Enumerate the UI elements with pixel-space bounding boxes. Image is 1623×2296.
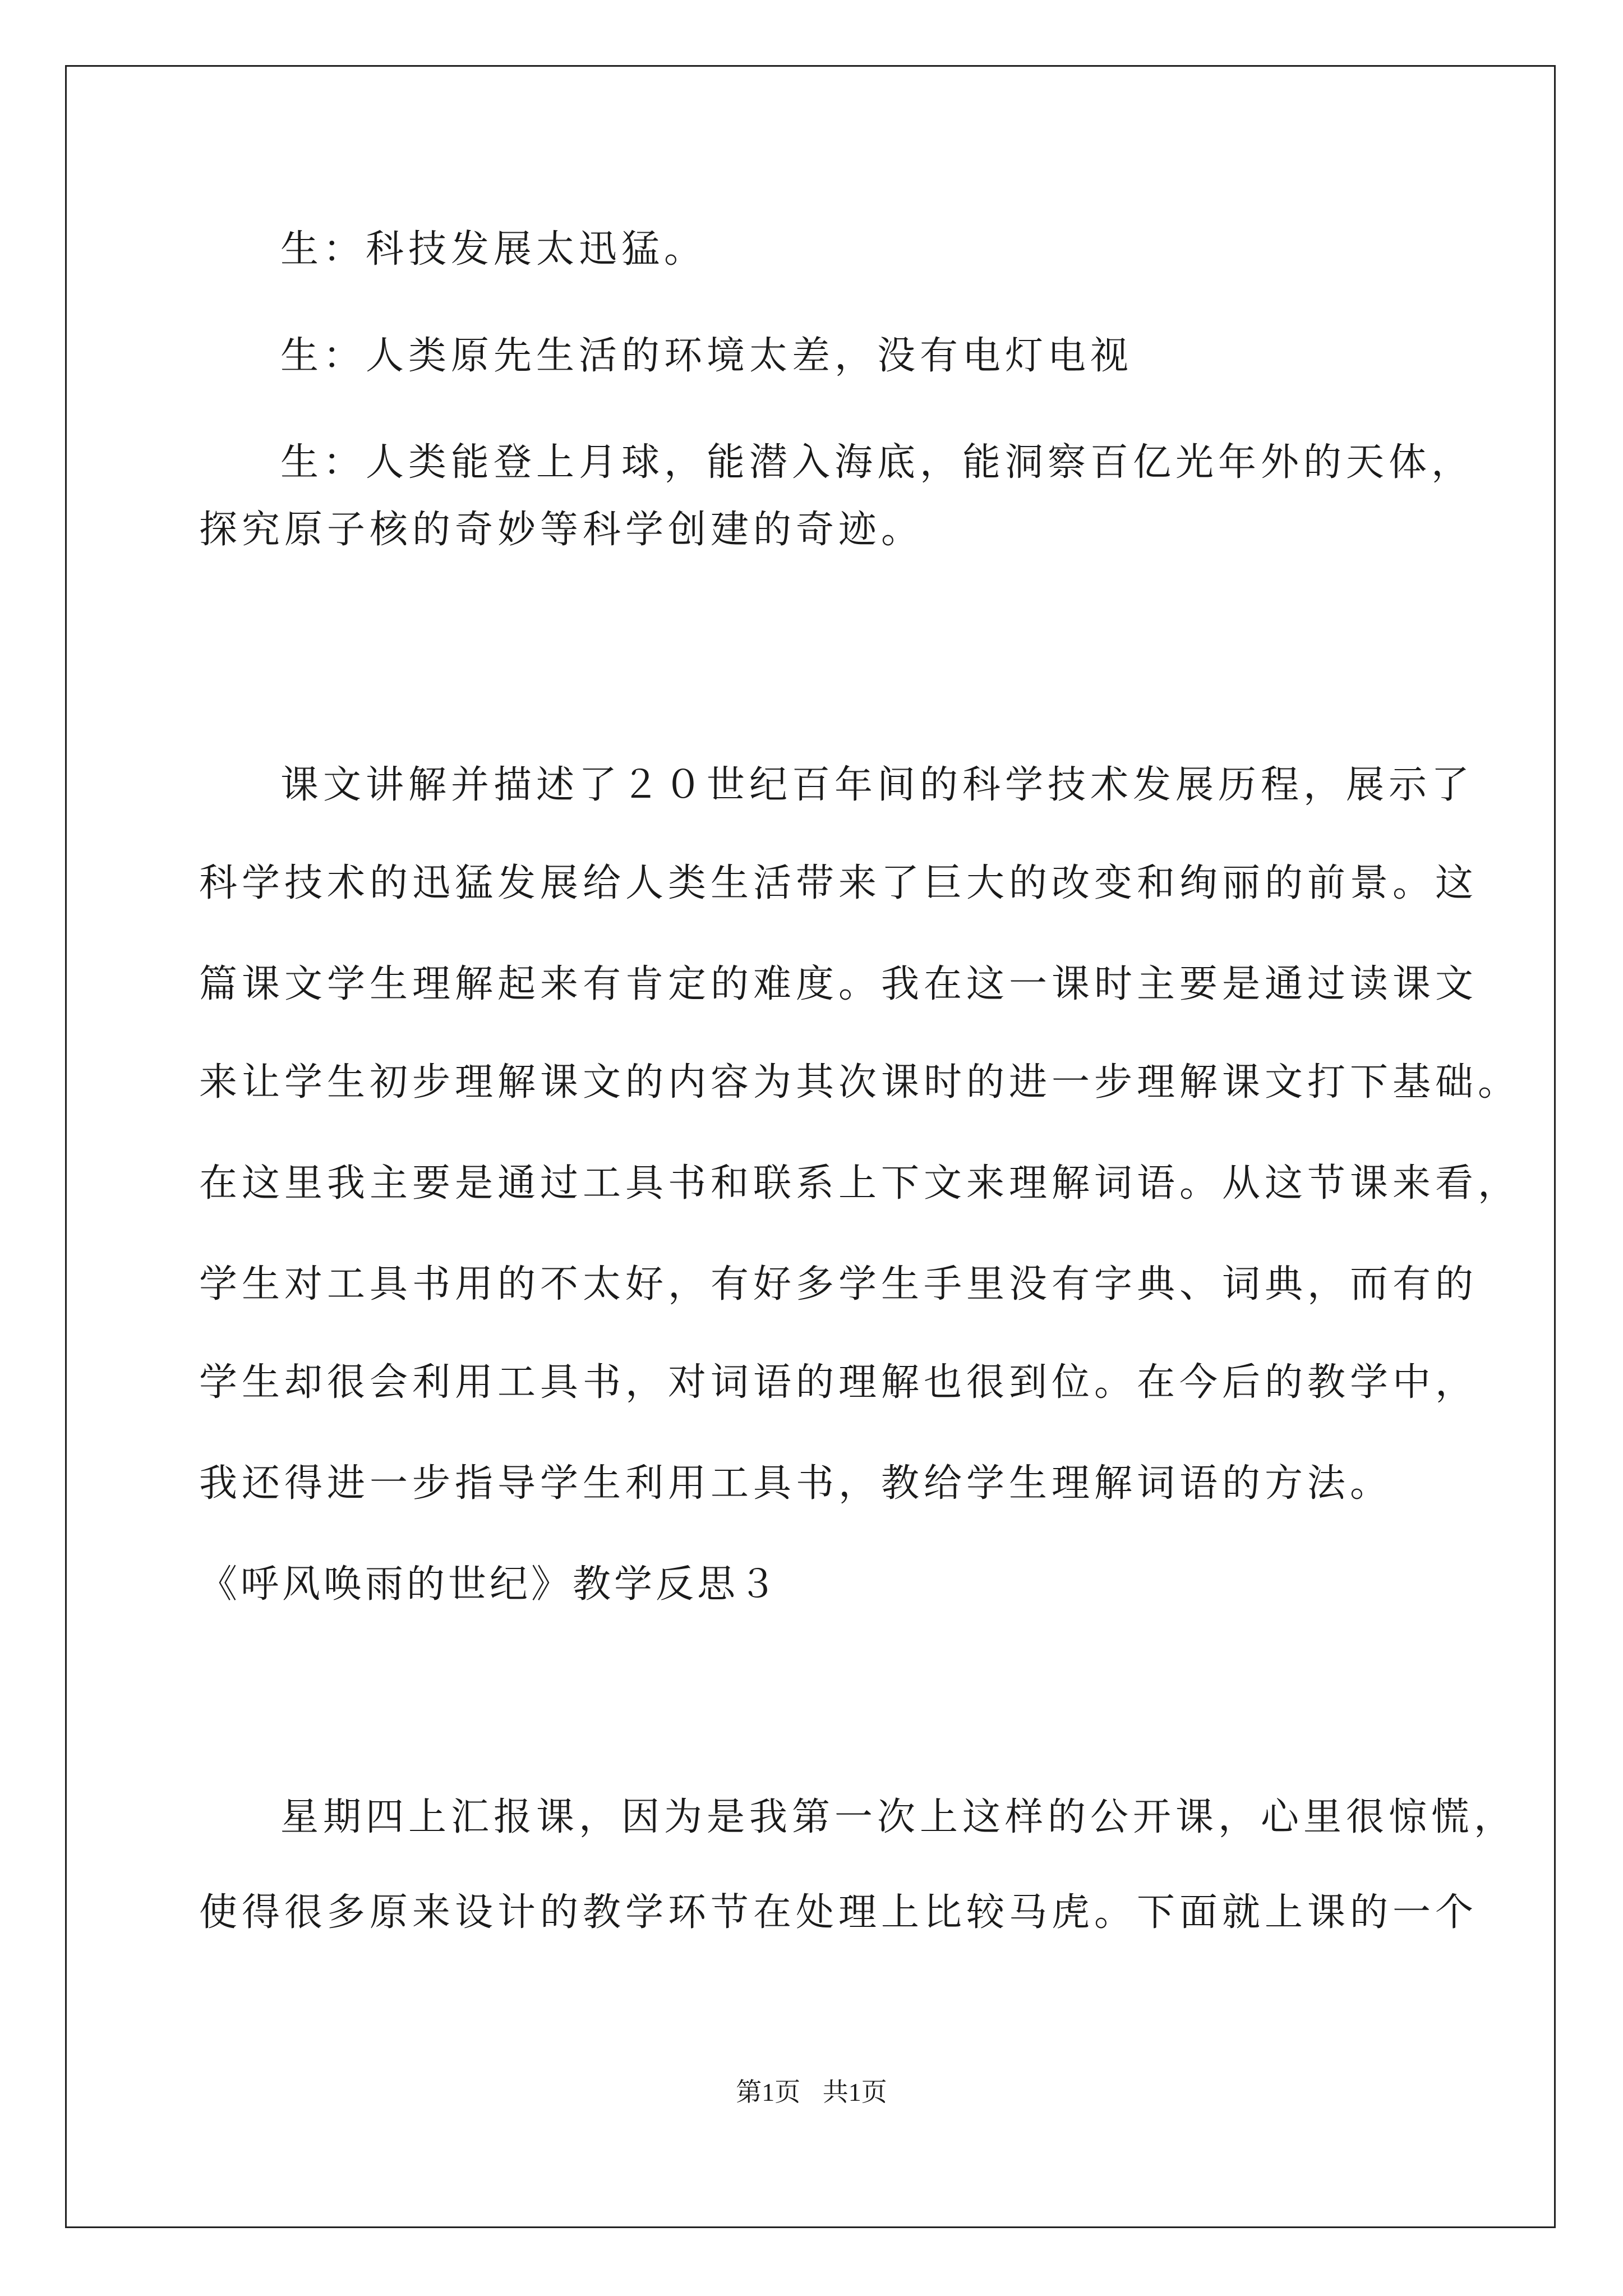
page-number: 第1页 [736,2078,801,2106]
text-line: 来让学生初步理解课文的内容为其次课时的进一步理解课文打下基础。 [199,1060,1521,1105]
text-line: 生：人类能登上月球，能潜入海底，能洞察百亿光年外的天体， [280,440,1474,485]
text-line: 学生对工具书用的不太好，有好多学生手里没有字典、词典，而有的 [199,1262,1478,1306]
text-line: 使得很多原来设计的教学环节在处理上比较马虎。下面就上课的一个 [199,1890,1478,1935]
text-line: 科学技术的迅猛发展给人类生活带来了巨大的改变和绚丽的前景。这 [199,861,1478,905]
text-line: 星期四上汇报课，因为是我第一次上这样的公开课，心里很惊慌， [280,1795,1517,1839]
text-line: 篇课文学生理解起来有肯定的难度。我在这一课时主要是通过读课文 [199,962,1478,1006]
text-line: 生：科技发展太迅猛。 [280,227,707,272]
text-line: 课文讲解并描述了２０世纪百年间的科学技术发展历程，展示了 [280,763,1474,807]
section-heading: 《呼风唤雨的世纪》教学反思３ [199,1562,781,1607]
text-line: 在这里我主要是通过工具书和联系上下文来理解词语。从这节课来看， [199,1161,1521,1205]
text-line: 生：人类原先生活的环境太差，没有电灯电视 [280,334,1133,378]
page-count: 共1页 [822,2078,887,2106]
text-line: 探究原子核的奇妙等科学创建的奇迹。 [199,508,924,552]
text-line: 我还得进一步指导学生利用工具书，教给学生理解词语的方法。 [199,1461,1393,1506]
page-footer [0,2076,1623,2109]
text-line: 学生却很会利用工具书，对词语的理解也很到位。在今后的教学中， [199,1360,1478,1405]
